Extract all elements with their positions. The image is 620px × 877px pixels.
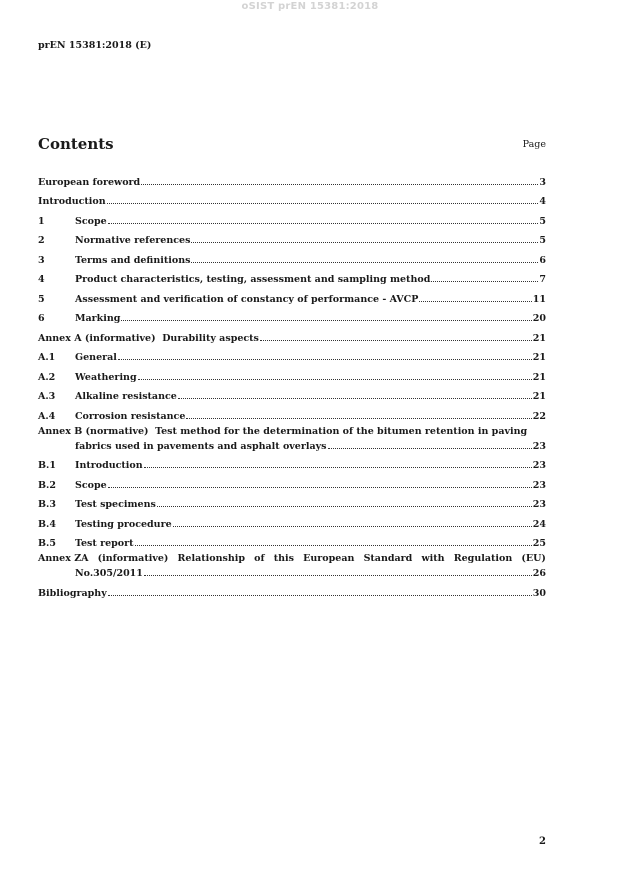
dot-leader [138, 379, 532, 380]
toc-entry-text: European foreword [38, 176, 141, 188]
toc-entry-introduction[interactable] [38, 188, 546, 208]
toc-entry-page: 25 [532, 538, 546, 549]
dot-leader [108, 223, 539, 224]
toc-entry-page: 20 [532, 313, 546, 324]
toc-entry-text: Assessment and verification of constancy of performance - AVCP [75, 293, 419, 305]
toc-entry-product-characteristics[interactable] [38, 266, 546, 286]
toc-entry-page: 4 [539, 196, 546, 207]
dot-leader [431, 281, 538, 282]
toc-entry-word: Regulation [453, 553, 513, 564]
page-column-label: Page [522, 139, 546, 150]
toc-entry-number: A.1 [38, 352, 56, 363]
toc-entry-number: A.4 [38, 410, 56, 422]
toc-entry-text: Terms and definitions [75, 254, 191, 266]
toc-entry-page: 23 [532, 460, 546, 471]
toc-entry-a4-corrosion-resistance[interactable] [38, 402, 546, 422]
toc-entry-b5-test-report[interactable] [38, 530, 546, 550]
toc-entry-number: 3 [38, 254, 45, 266]
toc-entry-page: 30 [532, 587, 546, 599]
toc-entry-number: 1 [38, 215, 45, 227]
toc-entry-word: (informative) [97, 553, 169, 564]
toc-entry-text-continued: fabrics used in pavements and asphalt overlays [75, 440, 327, 452]
dot-leader [186, 418, 531, 419]
toc-entry-text: Annex B (normative) Test method for the determination of the bitumen retention in paving [38, 425, 528, 437]
toc-entry-annex-a[interactable] [38, 324, 546, 344]
toc-entry-normative-references[interactable] [38, 227, 546, 247]
toc-entry-text: Alkaline resistance [75, 391, 177, 402]
toc-entry-text: Normative references [75, 235, 191, 246]
dot-leader [108, 595, 532, 596]
toc-entry-text-continued: No.305/2011 [75, 568, 143, 579]
toc-entry-page: 21 [532, 332, 546, 344]
toc-entry-text: Test report [75, 538, 134, 549]
dot-leader [121, 320, 531, 321]
toc-entry-scope[interactable] [38, 207, 546, 227]
toc-entry-text: Introduction [75, 460, 143, 471]
document-id: prEN 15381:2018 (E) [38, 40, 152, 51]
toc-entry-european-foreword[interactable] [38, 168, 546, 188]
toc-entry-page: 23 [532, 440, 546, 452]
toc-entry-word: Annex ZA [38, 553, 89, 564]
dot-leader [144, 575, 532, 576]
toc-entry-text: Test specimens [75, 499, 156, 510]
toc-entry-text: Corrosion resistance [75, 410, 186, 422]
toc-entry-avcp[interactable] [38, 285, 546, 305]
toc-entry-a2-weathering[interactable] [38, 363, 546, 383]
toc-entry-number: A.2 [38, 371, 56, 383]
dot-leader [107, 203, 539, 204]
toc-entry-text: Introduction [38, 196, 106, 207]
toc-entry-page: 6 [539, 254, 546, 266]
watermark: oSIST prEN 15381:2018 [241, 1, 379, 12]
toc-entry-text-line1 [38, 426, 546, 437]
toc-entry-b3-test-specimens[interactable] [38, 491, 546, 511]
dot-leader [141, 184, 538, 185]
toc-entry-text: Bibliography [38, 587, 107, 599]
contents-heading: Contents [38, 135, 114, 153]
page-number: 2 [539, 836, 546, 847]
toc-entry-text-line1 [38, 553, 546, 564]
dot-leader [173, 526, 532, 527]
dot-leader [135, 545, 532, 546]
toc-entry-number: 4 [38, 274, 45, 285]
toc-entry-b4-testing-procedure[interactable] [38, 510, 546, 530]
toc-entry-text: Annex A (informative) Durability aspects [38, 332, 259, 344]
toc-entry-bibliography[interactable] [38, 579, 546, 599]
toc-entry-page: 24 [532, 518, 546, 530]
toc-entry-number: 2 [38, 235, 45, 246]
toc-entry-text: Marking [75, 313, 121, 324]
toc-entry-page: 21 [532, 391, 546, 402]
dot-leader [191, 262, 538, 263]
toc-entry-page: 11 [532, 293, 546, 305]
table-of-contents [38, 168, 546, 599]
dot-leader [191, 242, 538, 243]
toc-entry-number: B.5 [38, 538, 56, 549]
toc-entry-page: 5 [539, 235, 546, 246]
toc-entry-page: 21 [532, 371, 546, 383]
toc-entry-marking[interactable] [38, 305, 546, 325]
toc-entry-number: B.1 [38, 460, 56, 471]
toc-entry-word: with [421, 553, 445, 564]
toc-entry-number: A.3 [38, 391, 56, 402]
dot-leader [108, 487, 532, 488]
toc-entry-page: 5 [539, 215, 546, 227]
toc-entry-text: Weathering [75, 371, 137, 383]
toc-entry-a1-general[interactable] [38, 344, 546, 364]
toc-entry-b2-scope[interactable] [38, 471, 546, 491]
toc-entry-word: European [303, 553, 355, 564]
toc-entry-word: of [254, 553, 265, 564]
toc-entry-annex-za[interactable] [38, 549, 546, 579]
toc-entry-word: (EU) [521, 553, 546, 564]
dot-leader [157, 506, 532, 507]
toc-entry-word: Standard [363, 553, 413, 564]
toc-entry-annex-b[interactable] [38, 422, 546, 452]
toc-entry-word: Relationship [177, 553, 245, 564]
toc-entry-word: this [273, 553, 294, 564]
toc-entry-terms-and-definitions[interactable] [38, 246, 546, 266]
toc-entry-page: 22 [532, 410, 546, 422]
dot-leader [178, 398, 532, 399]
toc-entry-page: 23 [532, 479, 546, 491]
toc-entry-number: B.4 [38, 518, 56, 530]
toc-entry-number: 5 [38, 293, 45, 305]
toc-entry-text: Scope [75, 479, 107, 491]
dot-leader [144, 467, 532, 468]
dot-leader [260, 340, 532, 341]
toc-entry-b1-introduction[interactable] [38, 452, 546, 472]
toc-entry-page: 21 [532, 352, 546, 363]
toc-entry-number: B.3 [38, 499, 56, 510]
toc-entry-text: General [75, 352, 117, 363]
toc-entry-page: 7 [539, 274, 546, 285]
toc-entry-page: 26 [532, 568, 546, 579]
toc-entry-number: B.2 [38, 479, 56, 491]
toc-entry-text: Product characteristics, testing, assessment and sampling method [75, 274, 431, 285]
toc-entry-page: 3 [539, 176, 546, 188]
dot-leader [328, 448, 532, 449]
dot-leader [419, 301, 531, 302]
toc-entry-text: Testing procedure [75, 518, 172, 530]
toc-entry-text: Scope [75, 215, 107, 227]
dot-leader [118, 359, 532, 360]
toc-entry-a3-alkaline-resistance[interactable] [38, 383, 546, 403]
toc-entry-page: 23 [532, 499, 546, 510]
toc-entry-number: 6 [38, 313, 45, 324]
